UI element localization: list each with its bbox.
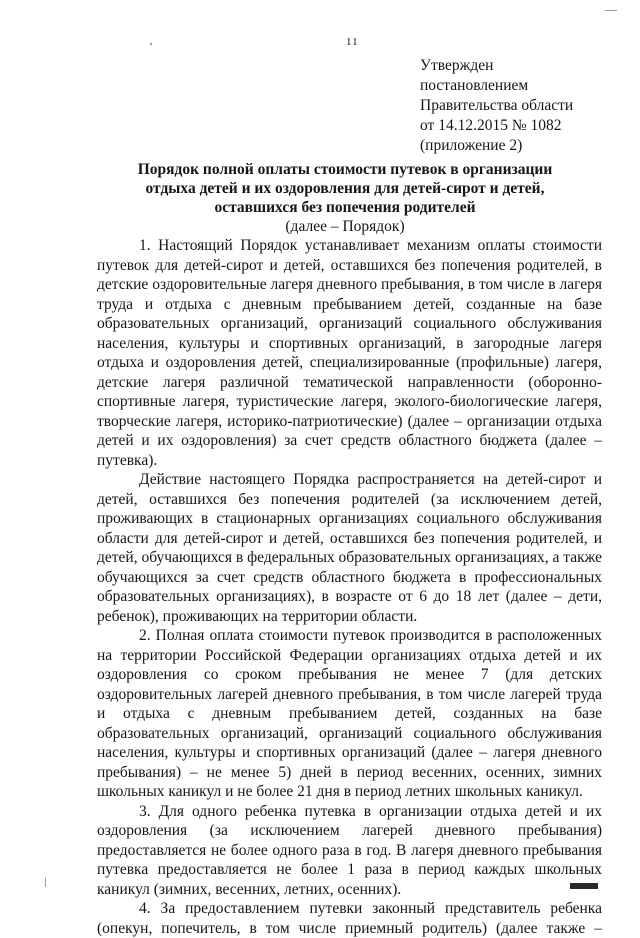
- title-line: Порядок полной оплаты стоимости путевок в организации: [137, 161, 553, 178]
- paragraph-1: 1. Настоящий Порядок устанавливает механизм оплаты стоимости путевок для детей-сирот и детей, оставшихся без попечения родителей, в детские оздоровительные лагеря дневного пребывания, в том числе в лагеря труда и отдыха с дневным пребыванием детей, созданные на базе образовательных организаций, организаций социального обслуживания населения, культуры и спортивных организаций, в загородные лагеря отдыха и оздоровления детей, специализированные (профильные) лагеря, детские лагеря различной тематической направленности (оборонно-спортивные лагеря, туристические лагеря, эколого-биологические лагеря, творческие лагеря, историко-патриотические) (далее – организации отдыха детей и их оздоровления) за счет средств областного бюджета (далее – путевка).: [97, 237, 602, 469]
- title-line: отдыха детей и их оздоровления для детей-сирот и детей,: [145, 180, 545, 197]
- page-number: 11: [346, 36, 359, 48]
- approval-line: Утвержден: [420, 57, 494, 74]
- approval-line: от 14.12.2015 № 1082: [420, 117, 562, 134]
- paragraph-3: 3. Для одного ребенка путевка в организации отдыха детей и их оздоровления (за исключением лагерей дневного пребывания) предоставляется не более одного раза в год. В лагеря дневного пребывания путевка предоставляется не более 1 раза в период каждых школьных каникул (зимних, весенних, летних, осенних).: [97, 802, 602, 898]
- document-body: [97, 236, 602, 938]
- approval-line: постановлением: [420, 77, 529, 94]
- approval-block: [420, 56, 573, 156]
- scan-speck: [150, 43, 152, 45]
- document-title: [110, 160, 580, 217]
- paragraph-2: 2. Полная оплата стоимости путевок производится в расположенных на территории Российской Федерации организациях отдыха детей и их оздоровления со сроком пребывания не менее 7 (для детских оздоровительных лагерей дневного пребывания, в том числе лагерей труда и отдыха с дневным пребыванием детей, созданных на базе образовательных организаций, организаций социального обслуживания населения, культуры и спортивных организаций (далее – лагеря дневного пребывания) – не менее 5) дней в период весенних, осенних, зимних школьных каникул и не более 21 дня в период летних школьных каникул.: [97, 627, 602, 800]
- approval-line: (приложение 2): [420, 137, 523, 154]
- scan-speck: [45, 878, 46, 887]
- document-subtitle: (далее – Порядок): [285, 218, 405, 235]
- title-line: оставшихся без попечения родителей: [214, 199, 476, 216]
- approval-line: Правительства области: [420, 97, 574, 114]
- paragraph-scope: Действие настоящего Порядка распространяется на детей-сирот и детей, оставшихся без попечения родителей (за исключением детей, проживающих в стационарных организациях социального обслуживания области для детей-сирот и детей, оставшихся без попечения родителей, и детей, обучающихся в федеральных образовательных организациях, а также обучающихся за счет средств областного бюджета в профессиональных образовательных организациях), в возрасте от 6 до 18 лет (далее – дети, ребенок), проживающих на территории области.: [97, 471, 603, 625]
- scan-speck: [605, 10, 617, 11]
- paragraph-4: 4. За предоставлением путевки законный представитель ребенка (опекун, попечитель, в том числе приемный родитель) (далее также –: [97, 900, 602, 937]
